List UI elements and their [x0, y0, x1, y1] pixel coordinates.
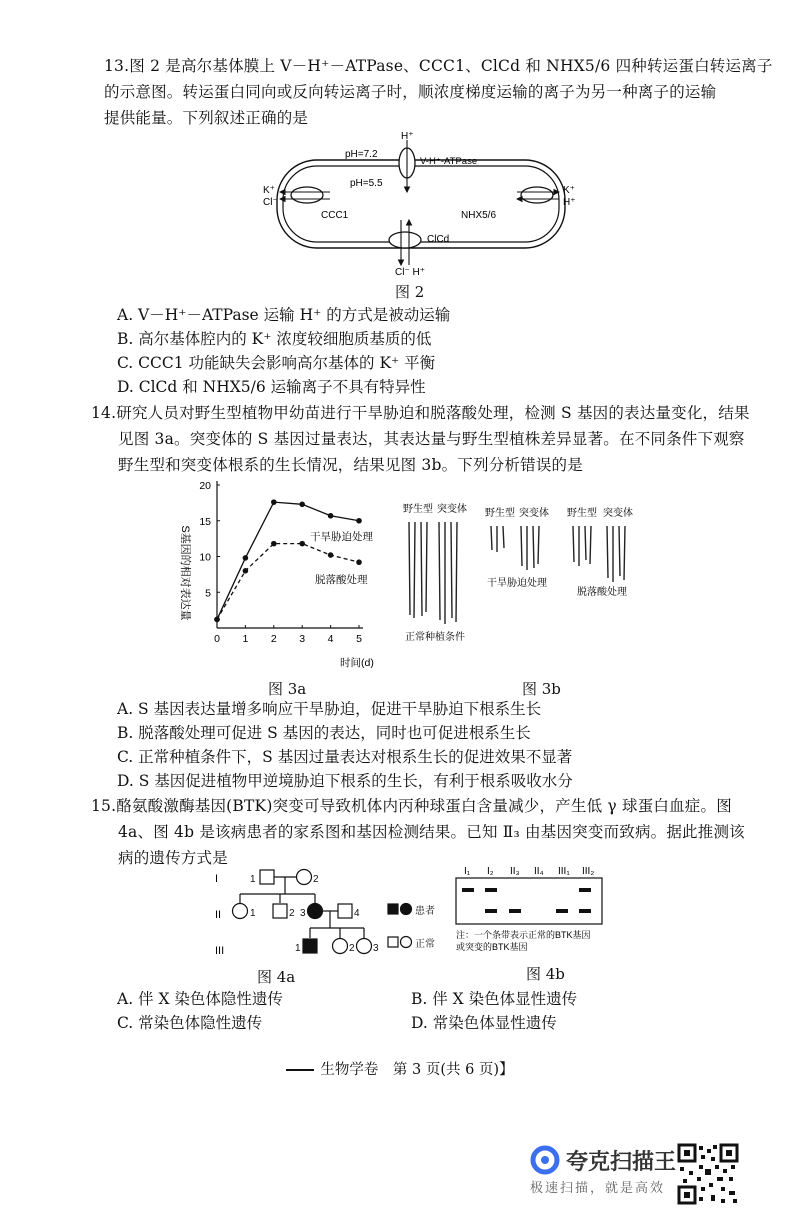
chart-x-tick-label: 5	[356, 633, 362, 645]
band-III2-mutant	[579, 909, 591, 913]
band-II3-mutant	[509, 909, 521, 913]
lane-label-I2: I₂	[487, 866, 494, 877]
series-label-drought: 干旱胁迫处理	[310, 531, 373, 543]
II3-number: 3	[300, 908, 306, 919]
q14-option-c[interactable]: C. 正常种植条件下，S 基因过量表达对根系生长的促进效果不显著	[117, 748, 573, 766]
I2-number: 2	[313, 874, 319, 885]
band-I2-mutant	[485, 909, 497, 913]
II3-female-affected	[308, 904, 323, 919]
gen3-label: III	[215, 945, 225, 957]
cl-left-label: Cl⁻	[263, 197, 278, 208]
q13-options	[117, 303, 450, 399]
data-point-drought	[356, 518, 362, 524]
series-line-drought	[217, 502, 359, 619]
normal-mutant-label: 突变体	[437, 504, 467, 515]
data-point-aba	[271, 541, 277, 547]
II4-number: 4	[354, 908, 360, 919]
chart-y-axis-label: S基因的相对表达量	[179, 525, 191, 621]
nhx-label: NHX5/6	[461, 210, 497, 221]
III1-number: 1	[295, 943, 301, 954]
bottom-ions-label: Cl⁻ H⁺	[395, 267, 425, 275]
chart-y-tick-label: 10	[199, 551, 211, 564]
drought-wild-label: 野生型	[485, 508, 515, 519]
q14-option-b[interactable]: B. 脱落酸处理可促进 S 基因的表达，同时也可促进根系生长	[117, 724, 531, 742]
chart-y-tick-label: 5	[205, 587, 211, 600]
figure-2-golgi-transporters	[255, 130, 585, 275]
data-point-aba	[299, 541, 305, 547]
data-point-drought	[271, 499, 277, 505]
data-point-drought	[299, 502, 305, 508]
gel-note-line1: 注：一个条带表示正常的BTK基因	[456, 930, 591, 940]
I1-male	[260, 870, 274, 884]
q15-options-left	[117, 987, 417, 1035]
III1-male-affected	[303, 939, 317, 953]
q13-stem	[104, 53, 773, 131]
k-left-label: K⁺	[263, 185, 275, 196]
q13-line2: 的示意图。转运蛋白同向或反向转运离子时，顺浓度梯度运输的离子为另一种离子的运输	[104, 83, 717, 101]
q15-option-b[interactable]: B. 伴 X 染色体显性遗传	[411, 990, 578, 1008]
q14-options	[117, 697, 573, 793]
figure-4a-pedigree	[212, 862, 442, 967]
data-point-aba	[356, 559, 362, 565]
I1-number: 1	[250, 874, 256, 885]
q14-line2: 见图 3a。突变体的 S 基因过量表达，其表达量与野生型植株差异显著。在不同条件下观察	[118, 430, 745, 448]
ph-inner-label: pH=5.5	[350, 178, 383, 189]
chart-x-axis-label: 时间(d)	[340, 657, 374, 669]
band-I1-normal	[462, 888, 474, 892]
gen2-label: II	[215, 909, 222, 921]
q15-line1: 酪氨酸激酶基因(BTK)突变可导致机体内丙种球蛋白含量减少，产生低 γ 球蛋白血症。图	[116, 797, 732, 815]
II2-number: 2	[289, 908, 295, 919]
figure-3a-chart	[160, 478, 410, 673]
data-point-drought	[328, 513, 334, 519]
q14-line3: 野生型和突变体根系的生长情况，结果见图 3b。下列分析错误的是	[118, 456, 583, 474]
scanner-watermark	[530, 1143, 680, 1198]
figure-3a-caption: 图 3a	[268, 680, 307, 698]
aba-mutant-label: 突变体	[603, 508, 633, 519]
v-atpase-label: V-H⁺-ATPase	[420, 156, 478, 167]
II2-male	[273, 904, 287, 918]
chart-x-tick-label: 0	[214, 633, 220, 645]
q15-option-d[interactable]: D. 常染色体显性遗传	[411, 1014, 557, 1032]
ccc1-protein	[291, 187, 323, 203]
q15-line3: 病的遗传方式是	[118, 849, 228, 867]
q13-option-d[interactable]: D. ClCd 和 NHX5/6 运输离子不具有特异性	[117, 378, 426, 396]
quark-logo-icon	[530, 1145, 560, 1175]
chart-x-tick-label: 3	[299, 633, 306, 645]
q15-option-a[interactable]: A. 伴 X 染色体隐性遗传	[117, 990, 283, 1008]
III3-number: 3	[373, 943, 379, 954]
q14-option-a[interactable]: A. S 基因表达量增多响应干旱胁迫，促进干旱胁迫下根系生长	[117, 700, 542, 718]
q13-number: 13.	[104, 57, 130, 75]
q13-line3: 提供能量。下列叙述正确的是	[104, 109, 309, 127]
ph-outer-label: pH=7.2	[345, 149, 378, 160]
clcd-protein	[389, 232, 421, 248]
qr-code-icon	[677, 1143, 739, 1205]
II1-number: 1	[250, 908, 256, 919]
legend-normal: 正常	[415, 939, 435, 950]
lane-label-II3: II₃	[510, 866, 520, 877]
gel-note-line2: 或突变的BTK基因	[456, 942, 528, 952]
III3-female	[357, 939, 372, 954]
gen1-label: I	[215, 873, 219, 885]
q13-line1: 图 2 是高尔基体膜上 V－H⁺－ATPase、CCC1、ClCd 和 NHX5/6 四种转运蛋白转运离子	[129, 57, 773, 75]
q15-stem	[91, 793, 745, 871]
III2-number: 2	[349, 943, 355, 954]
q14-line1: 研究人员对野生型植物甲幼苗进行干旱胁迫和脱落酸处理，检测 S 基因的表达量变化，结果	[116, 404, 750, 422]
brand-name: 夸克扫描王	[566, 1150, 677, 1175]
figure-2-caption: 图 2	[395, 283, 425, 301]
q14-stem	[91, 400, 750, 478]
q15-line2: 4a、图 4b 是该病患者的家系图和基因检测结果。已知 Ⅱ₃ 由基因突变而致病。据此推测该	[118, 823, 745, 841]
q14-option-d[interactable]: D. S 基因促进植物甲逆境胁迫下根系的生长，有利于根系吸收水分	[117, 772, 573, 790]
drought-mutant-label: 突变体	[519, 508, 549, 519]
legend-affected: 患者	[415, 906, 435, 917]
chart-y-tick-label: 20	[199, 480, 211, 492]
drought-condition-label: 干旱胁迫处理	[487, 578, 547, 589]
III2-female	[333, 939, 348, 954]
band-I2-normal	[485, 888, 497, 892]
q13-option-b[interactable]: B. 高尔基体腔内的 K⁺ 浓度较细胞质基质的低	[117, 330, 432, 348]
chart-y-tick-label: 15	[199, 515, 211, 528]
data-point-aba	[328, 552, 334, 558]
lane-label-III2: III₂	[582, 866, 595, 877]
h-top-label: H⁺	[401, 131, 414, 142]
ccc1-label: CCC1	[321, 210, 349, 221]
data-point-aba	[214, 617, 220, 623]
q15-options-right	[411, 987, 711, 1035]
chart-x-tick-label: 4	[327, 633, 334, 645]
chart-x-tick-label: 2	[270, 633, 277, 645]
h-right-label: H⁺	[563, 197, 576, 208]
q14-number: 14.	[91, 404, 117, 422]
clcd-label: ClCd	[427, 234, 450, 245]
q13-option-c[interactable]: C. CCC1 功能缺失会影响高尔基体的 K⁺ 平衡	[117, 354, 436, 372]
figure-4a-caption: 图 4a	[257, 968, 296, 986]
q13-option-a[interactable]: A. V－H⁺－ATPase 运输 H⁺ 的方式是被动运输	[117, 306, 451, 324]
brand-slogan: 极速扫描，就是高效	[530, 1181, 666, 1196]
normal-condition-label: 正常种植条件	[405, 632, 465, 643]
k-right-label: K⁺	[563, 185, 575, 196]
aba-condition-label: 脱落酸处理	[577, 587, 627, 598]
data-point-aba	[243, 568, 249, 574]
lane-label-II4: II₄	[534, 866, 544, 877]
II4-male	[338, 904, 352, 918]
figure-4b-gel	[452, 864, 612, 959]
aba-wild-label: 野生型	[567, 508, 597, 519]
lane-label-I1: I₁	[464, 866, 471, 877]
nhx-protein	[521, 187, 553, 203]
data-point-drought	[243, 555, 249, 561]
II1-female	[233, 904, 248, 919]
chart-x-tick-label: 1	[242, 633, 249, 645]
band-III2-normal	[579, 888, 591, 892]
I2-female	[297, 870, 312, 885]
normal-wild-label: 野生型	[403, 504, 433, 515]
q15-option-c[interactable]: C. 常染色体隐性遗传	[117, 1014, 263, 1032]
footer-text: 生物学卷 第 3 页(共 6 页)】	[320, 1062, 514, 1078]
q15-number: 15.	[91, 797, 117, 815]
figure-3b-roots	[395, 500, 645, 650]
band-III1-mutant	[556, 909, 568, 913]
page-footer	[0, 1058, 800, 1079]
figure-4b-caption: 图 4b	[526, 965, 565, 983]
lane-label-III1: III₁	[558, 866, 570, 877]
figure-3b-caption: 图 3b	[522, 680, 561, 698]
series-label-aba: 脱落酸处理	[315, 574, 368, 586]
